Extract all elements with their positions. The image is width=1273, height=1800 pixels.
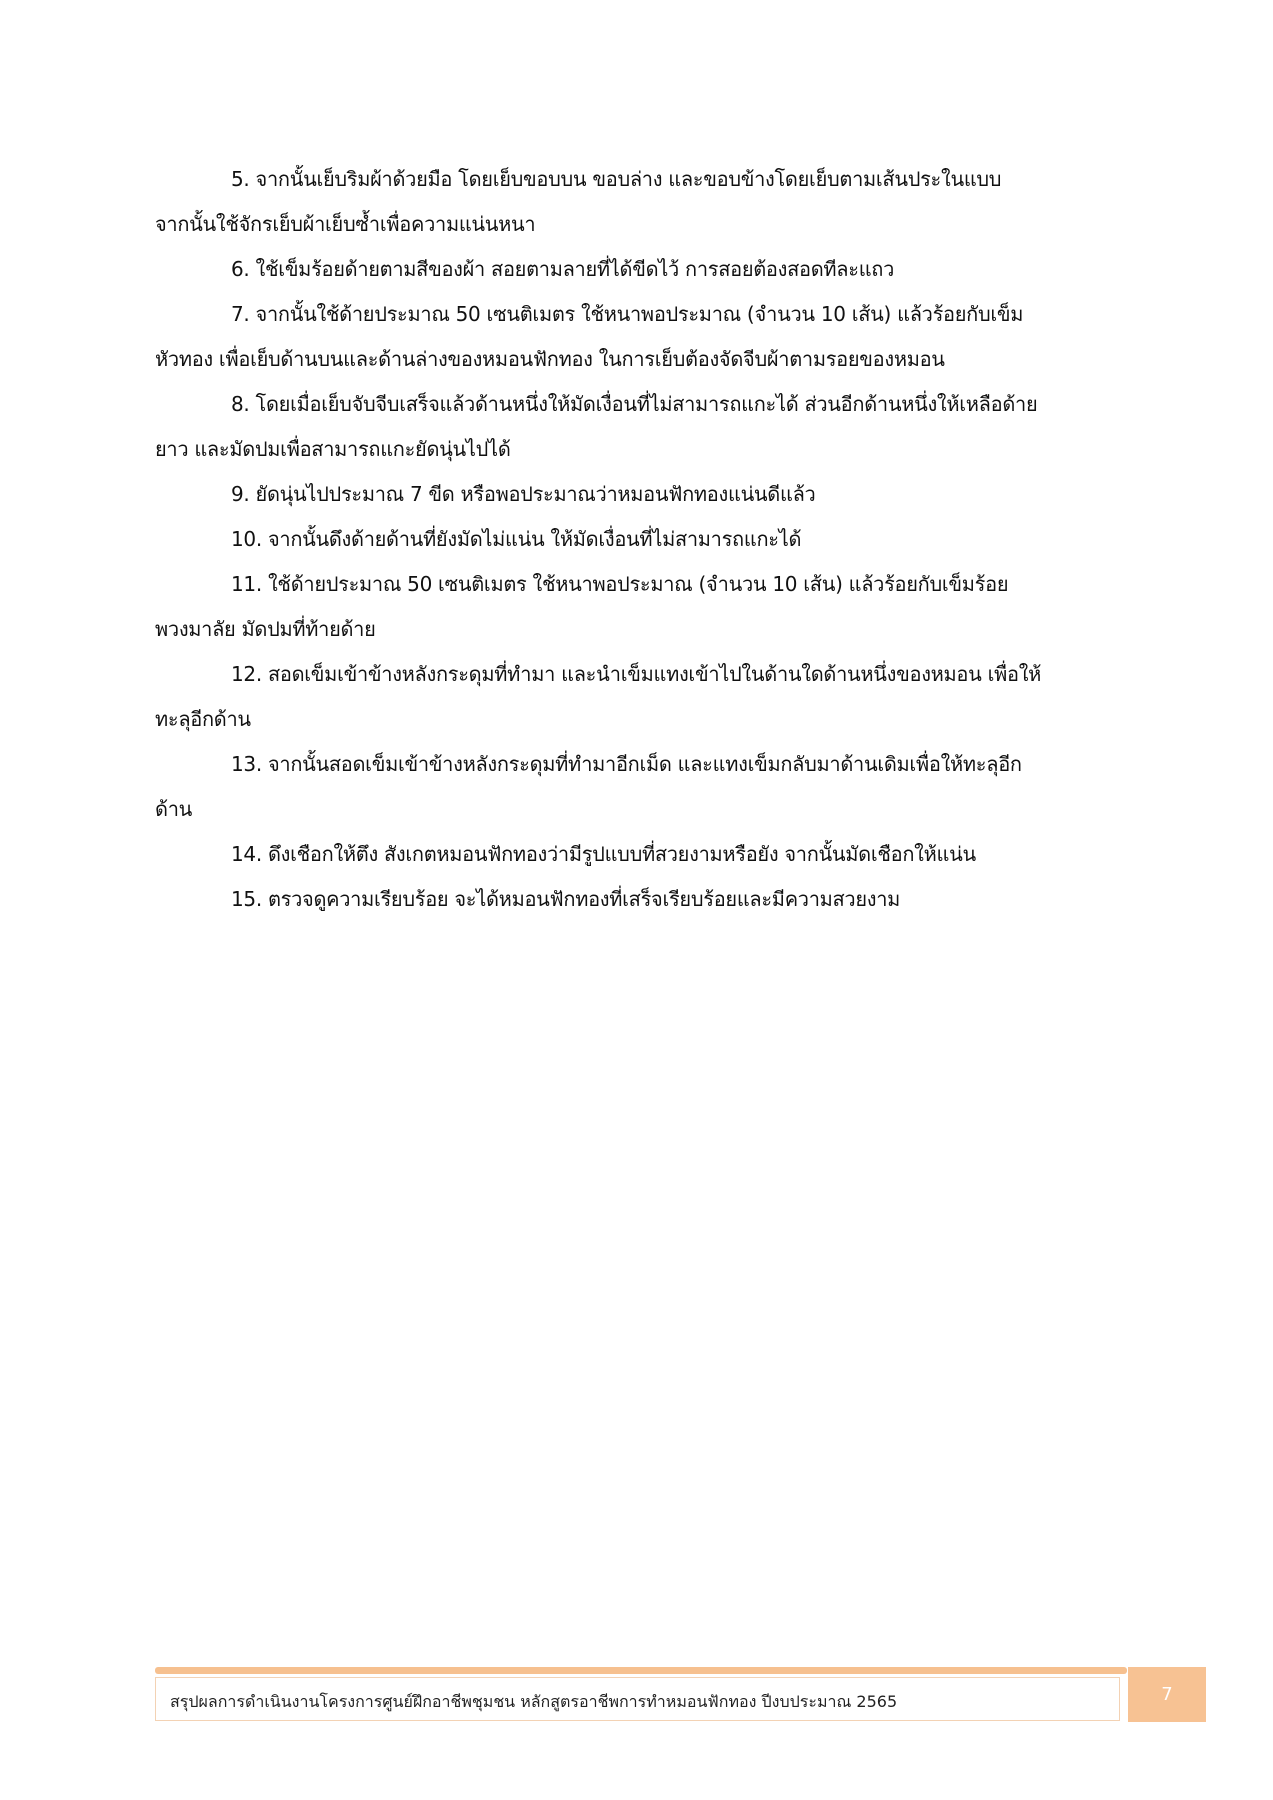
step-paragraph [155,247,1130,292]
text-line: 5. จากนั้นเย็บริมผ้าด้วยมือ โดยเย็บขอบบน ขอบล่าง และขอบข้างโดยเย็บตามเส้นประในแบบ [231,167,1002,191]
footer-accent-bar [155,1667,1127,1674]
text-line: 8. โดยเมื่อเย็บจับจีบเสร็จแล้วด้านหนึ่งให้มัดเงื่อนที่ไม่สามารถแกะได้ ส่วนอีกด้านหนึ่งให้เหลือด้าย [231,392,1038,416]
step-paragraph [155,832,1130,877]
step-paragraph [155,472,1130,517]
text-line: 12. สอดเข็มเข้าข้างหลังกระดุมที่ทำมา และนำเข็มแทงเข้าไปในด้านใดด้านหนึ่งของหมอน เพื่อให้ [231,662,1042,686]
text-line: ทะลุอีกด้าน [155,707,251,731]
step-paragraph [155,652,1130,742]
page-number: 7 [1128,1667,1206,1722]
text-line: 6. ใช้เข็มร้อยด้ายตามสีของผ้า สอยตามลายที่ได้ขีดไว้ การสอยต้องสอดทีละแถว [231,257,895,281]
text-line: จากนั้นใช้จักรเย็บผ้าเย็บซ้ำเพื่อความแน่นหนา [155,212,536,236]
footer [155,1677,1120,1721]
text-line: พวงมาลัย มัดปมที่ท้ายด้าย [155,617,376,641]
text-line: 10. จากนั้นดึงด้ายด้านที่ยังมัดไม่แน่น ให้มัดเงื่อนที่ไม่สามารถแกะได้ [231,527,802,551]
footer-title: สรุปผลการดำเนินงานโครงการศูนย์ฝึกอาชีพชุมชน หลักสูตรอาชีพการทำหมอนฟักทอง ปีงบประมาณ 2565 [170,1692,898,1711]
step-paragraph [155,517,1130,562]
text-line: ยาว และมัดปมเพื่อสามารถแกะยัดนุ่นไปได้ [155,437,511,461]
text-line: 9. ยัดนุ่นไปประมาณ 7 ขีด หรือพอประมาณว่าหมอนฟักทองแน่นดีแล้ว [231,482,816,506]
text-line: ด้าน [155,797,192,821]
step-paragraph [155,157,1130,247]
step-paragraph [155,562,1130,652]
text-line: 15. ตรวจดูความเรียบร้อย จะได้หมอนฟักทองที่เสร็จเรียบร้อยและมีความสวยงาม [231,887,901,911]
document-body [155,157,1130,922]
step-paragraph [155,382,1130,472]
text-line: 11. ใช้ด้ายประมาณ 50 เซนติเมตร ใช้หนาพอประมาณ (จำนวน 10 เส้น) แล้วร้อยกับเข็มร้อย [231,572,1009,596]
step-paragraph [155,742,1130,832]
step-paragraph [155,292,1130,382]
text-line: 13. จากนั้นสอดเข็มเข้าข้างหลังกระดุมที่ทำมาอีกเม็ด และแทงเข็มกลับมาด้านเดิมเพื่อให้ทะลุอีก [231,752,1022,776]
text-line: หัวทอง เพื่อเย็บด้านบนและด้านล่างของหมอนฟักทอง ในการเย็บต้องจัดจีบผ้าตามรอยของหมอน [155,347,945,371]
text-line: 14. ดึงเชือกให้ตึง สังเกตหมอนฟักทองว่ามีรูปแบบที่สวยงามหรือยัง จากนั้นมัดเชือกให้แน่น [231,842,976,866]
text-line: 7. จากนั้นใช้ด้ายประมาณ 50 เซนติเมตร ใช้หนาพอประมาณ (จำนวน 10 เส้น) แล้วร้อยกับเข็ม [231,302,1024,326]
step-paragraph [155,877,1130,922]
